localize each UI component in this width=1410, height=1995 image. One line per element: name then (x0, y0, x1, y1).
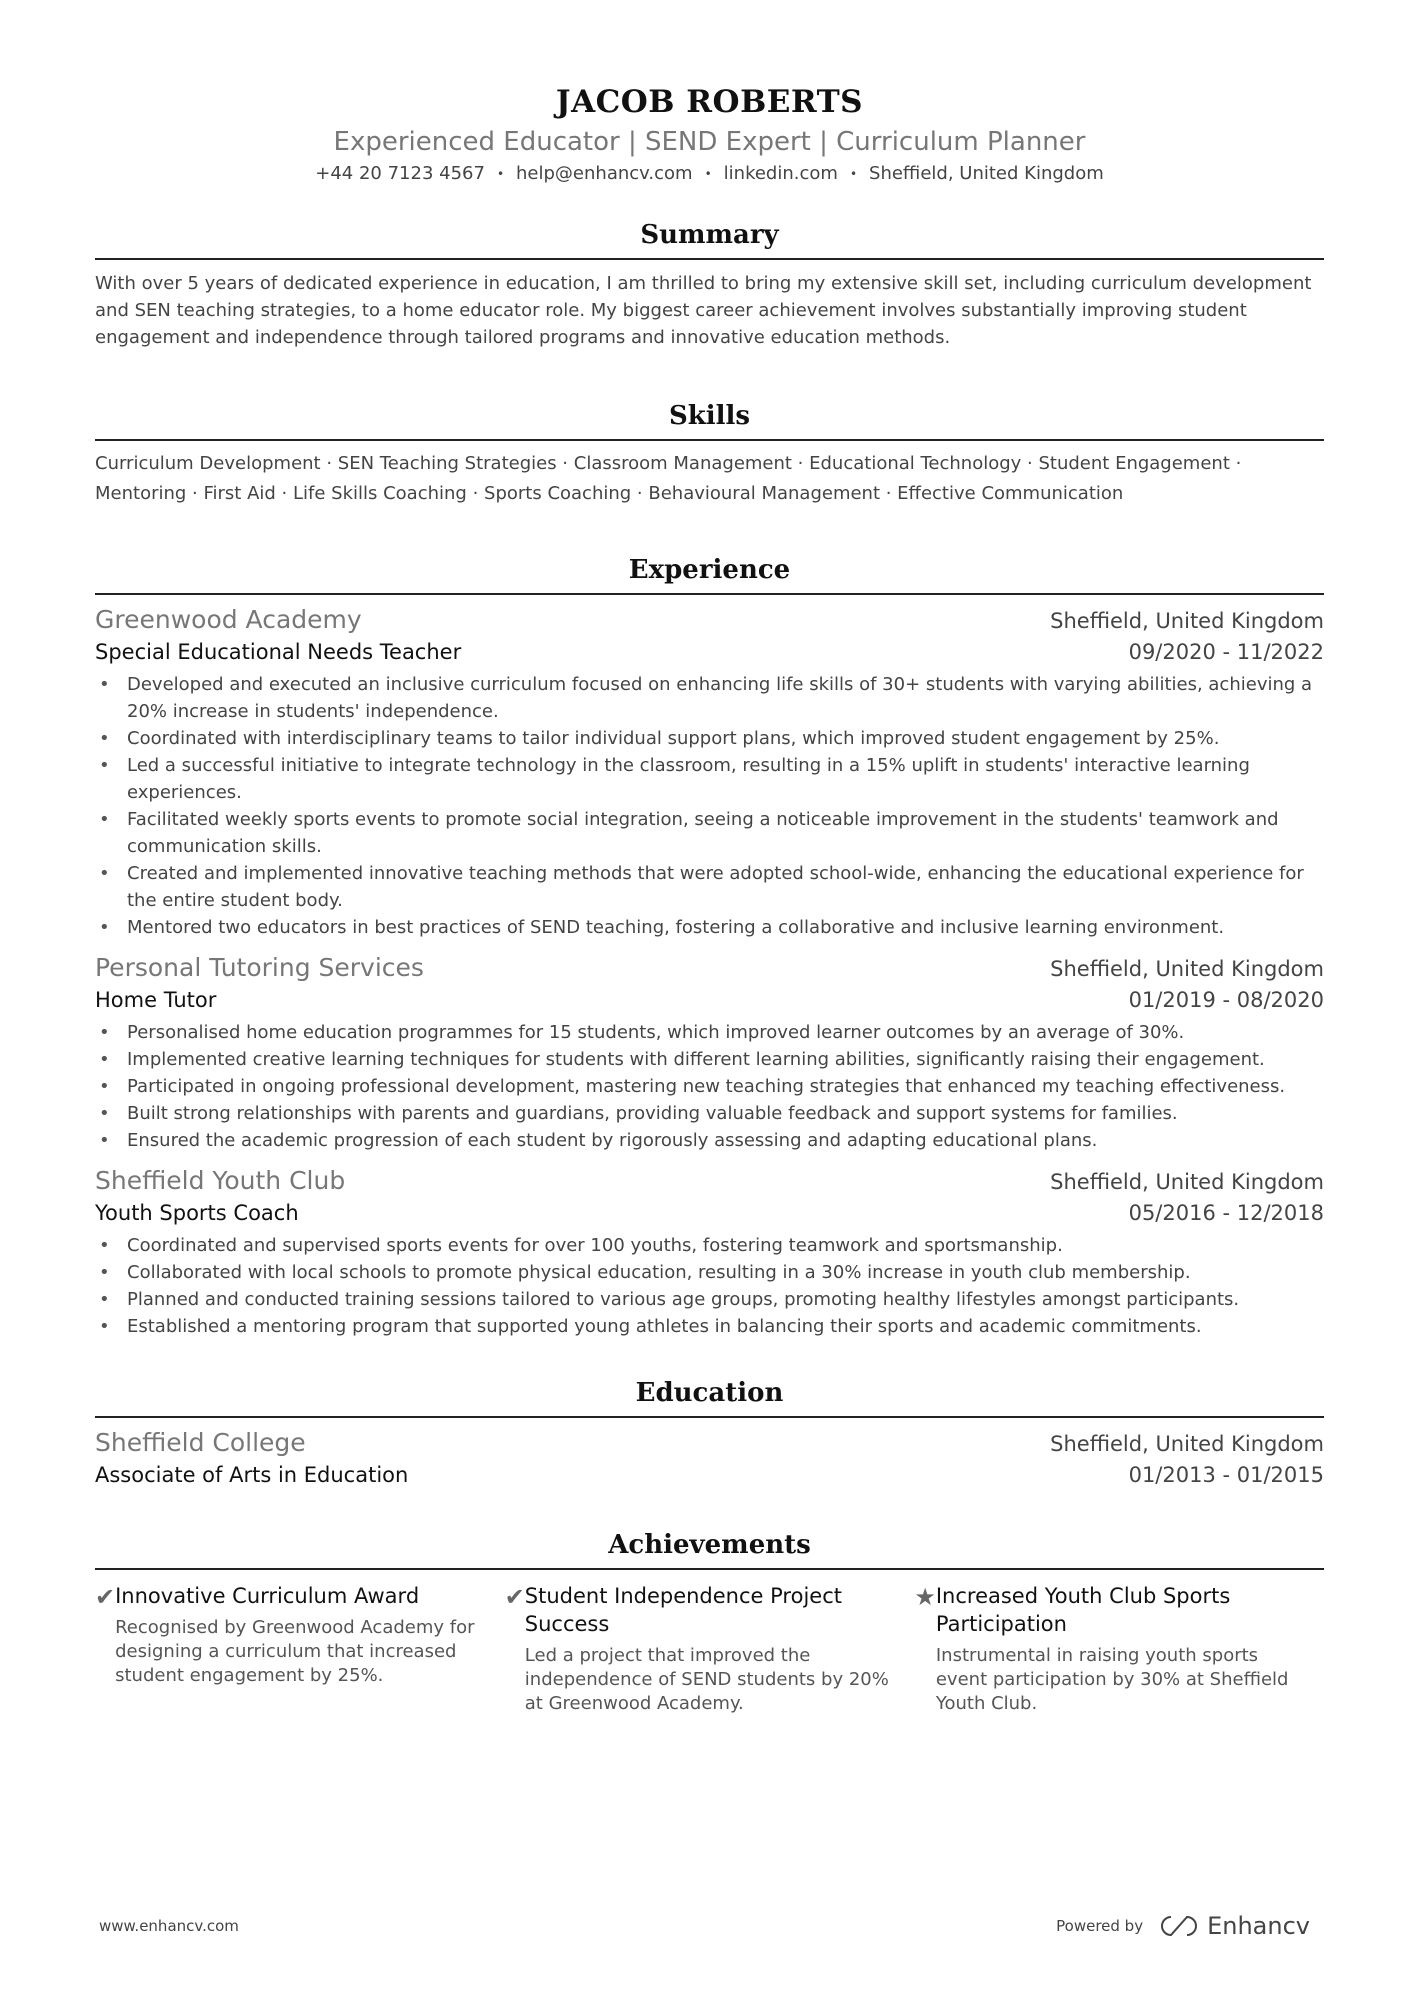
entry-header (95, 1164, 1324, 1198)
contact-info (95, 160, 1324, 188)
summary-text: With over 5 years of dedicated experience in education, I am thrilled to bring my extensive skill set, including curriculum development and SEN teaching strategies, to a home educator role. My biggest career achievement involves substantially improving student engagement and independence through tailored programs and innovative education methods. (95, 273, 1312, 348)
phone: +44 20 7123 4567 (315, 163, 485, 184)
company-name: Sheffield Youth Club (95, 1166, 346, 1195)
powered-by: Powered by (1056, 1917, 1144, 1935)
achievement-description: Instrumental in raising youth sports event participation by 30% at Sheffield Youth Club. (935, 1645, 1289, 1714)
bullet-item: • Collaborated with local schools to promote physical education, resulting in a 30% increase in youth club membership. (95, 1259, 1324, 1286)
headline: Experienced Educator | SEND Expert | Curriculum Planner (333, 127, 1086, 157)
achievement-description: Led a project that improved the independence of SEND students by 20% at Greenwood Academy. (524, 1645, 889, 1714)
bullet-item: • Mentored two educators in best practices of SEND teaching, fostering a collaborative and inclusive learning environment. (95, 914, 1324, 941)
bullet-item: • Built strong relationships with parents and guardians, providing valuable feedback and support systems for families. (95, 1100, 1324, 1127)
job-dates: 05/2016 - 12/2018 (1128, 1201, 1324, 1225)
degree: Associate of Arts in Education (95, 1463, 409, 1487)
experience-entry (95, 951, 1324, 1154)
entry-subheader (95, 985, 1324, 1015)
bullet-item: • Personalised home education programmes for 15 students, which improved learner outcomes by an average of 30%. (95, 1019, 1324, 1046)
achievement-item (95, 1582, 505, 1716)
bullet-item: • Developed and executed an inclusive curriculum focused on enhancing life skills of 30+ students with varying abilities, achieving a 20% increase in students' independence. (95, 671, 1324, 725)
separator: • (496, 167, 505, 181)
job-location: Sheffield, United Kingdom (1050, 1170, 1324, 1194)
achievement-body (115, 1582, 485, 1716)
bullet-item: • Created and implemented innovative teaching methods that were adopted school-wide, enhancing the educational experience for the entire student body. (95, 860, 1324, 914)
bullet-item: • Coordinated and supervised sports events for over 100 youths, fostering teamwork and sportsmanship. (95, 1232, 1324, 1259)
achievement-body (525, 1582, 895, 1716)
star-icon: ★ (914, 1583, 936, 1611)
achievement-body (936, 1582, 1304, 1716)
entry-header (95, 951, 1324, 985)
check-icon: ✔ (95, 1583, 116, 1611)
brand-name: Enhancv (1207, 1912, 1310, 1940)
bullet-list (95, 1019, 1324, 1154)
section-heading: Experience (95, 553, 1324, 595)
bullet-item: • Planned and conducted training sessions tailored to various age groups, promoting healthy lifestyles amongst participants. (95, 1286, 1324, 1313)
enhancv-logo-icon (1157, 1914, 1201, 1938)
bullet-item: • Established a mentoring program that supported young athletes in balancing their sports and academic commitments. (95, 1313, 1324, 1340)
check-icon: ✔ (504, 1583, 525, 1611)
linkedin[interactable]: linkedin.com (723, 163, 838, 184)
school-location: Sheffield, United Kingdom (1050, 1432, 1324, 1456)
bullet-item: • Participated in ongoing professional development, mastering new teaching strategies that enhanced my teaching effectiveness. (95, 1073, 1324, 1100)
achievement-item (505, 1582, 915, 1716)
bullet-item: • Ensured the academic progression of each student by rigorously assessing and adapting educational plans. (95, 1127, 1324, 1154)
school-name: Sheffield College (95, 1428, 306, 1457)
skills-list: Curriculum Development · SEN Teaching Strategies · Classroom Management · Educational Technology · Student Engagement · Mentoring · First Aid · Life Skills Coaching · Sports Coaching · Behavioural Management · Effective Communication (95, 453, 1242, 504)
footer (99, 1912, 1310, 1940)
separator: • (704, 167, 712, 181)
section-heading: Skills (95, 399, 1324, 441)
bullet-item: • Facilitated weekly sports events to promote social integration, seeing a noticeable improvement in the students' teamwork and communication skills. (95, 806, 1324, 860)
experience-section (95, 553, 1324, 1340)
achievements-section (95, 1528, 1324, 1716)
experience-entry (95, 603, 1324, 941)
job-title: Youth Sports Coach (95, 1201, 299, 1225)
company-name: Personal Tutoring Services (95, 953, 424, 982)
bullet-item: • Coordinated with interdisciplinary teams to tailor individual support plans, which improved student engagement by 25%. (95, 725, 1324, 752)
experience-entry (95, 1164, 1324, 1340)
achievement-description: Recognised by Greenwood Academy for designing a curriculum that increased student engagement by 25%. (115, 1617, 475, 1686)
education-dates: 01/2013 - 01/2015 (1128, 1463, 1324, 1487)
achievement-title: Increased Youth Club Sports Participation (935, 1584, 1231, 1636)
company-name: Greenwood Academy (95, 605, 362, 634)
bullet-item: • Led a successful initiative to integrate technology in the classroom, resulting in a 15% uplift in students' interactive learning experiences. (95, 752, 1324, 806)
bullet-item: • Implemented creative learning techniques for students with different learning abilities, significantly raising their engagement. (95, 1046, 1324, 1073)
email[interactable]: help@enhancv.com (516, 163, 693, 184)
section-heading: Education (95, 1376, 1324, 1418)
skills-section (95, 399, 1324, 509)
summary-section (95, 218, 1324, 351)
entry-header (95, 603, 1324, 637)
enhancv-logo[interactable] (1157, 1912, 1310, 1940)
job-title: Special Educational Needs Teacher (95, 640, 462, 664)
website-link[interactable]: www.enhancv.com (99, 1917, 239, 1935)
bullet-list (95, 671, 1324, 941)
job-location: Sheffield, United Kingdom (1050, 957, 1324, 981)
achievement-item (914, 1582, 1324, 1716)
job-title: Home Tutor (95, 988, 217, 1012)
education-section (95, 1376, 1324, 1490)
resume (95, 84, 1324, 1716)
entry-subheader (95, 1198, 1324, 1228)
section-heading: Achievements (95, 1528, 1324, 1570)
job-dates: 09/2020 - 11/2022 (1128, 640, 1324, 664)
section-heading: Summary (95, 218, 1324, 260)
entry-subheader (95, 637, 1324, 667)
bullet-list (95, 1232, 1324, 1340)
job-location: Sheffield, United Kingdom (1050, 609, 1324, 633)
candidate-name: JACOB ROBERTS (555, 84, 864, 120)
achievement-title: Student Independence Project Success (524, 1584, 842, 1636)
job-dates: 01/2019 - 08/2020 (1128, 988, 1324, 1012)
separator: • (849, 167, 858, 181)
location: Sheffield, United Kingdom (869, 163, 1104, 184)
achievement-title: Innovative Curriculum Award (115, 1584, 420, 1608)
